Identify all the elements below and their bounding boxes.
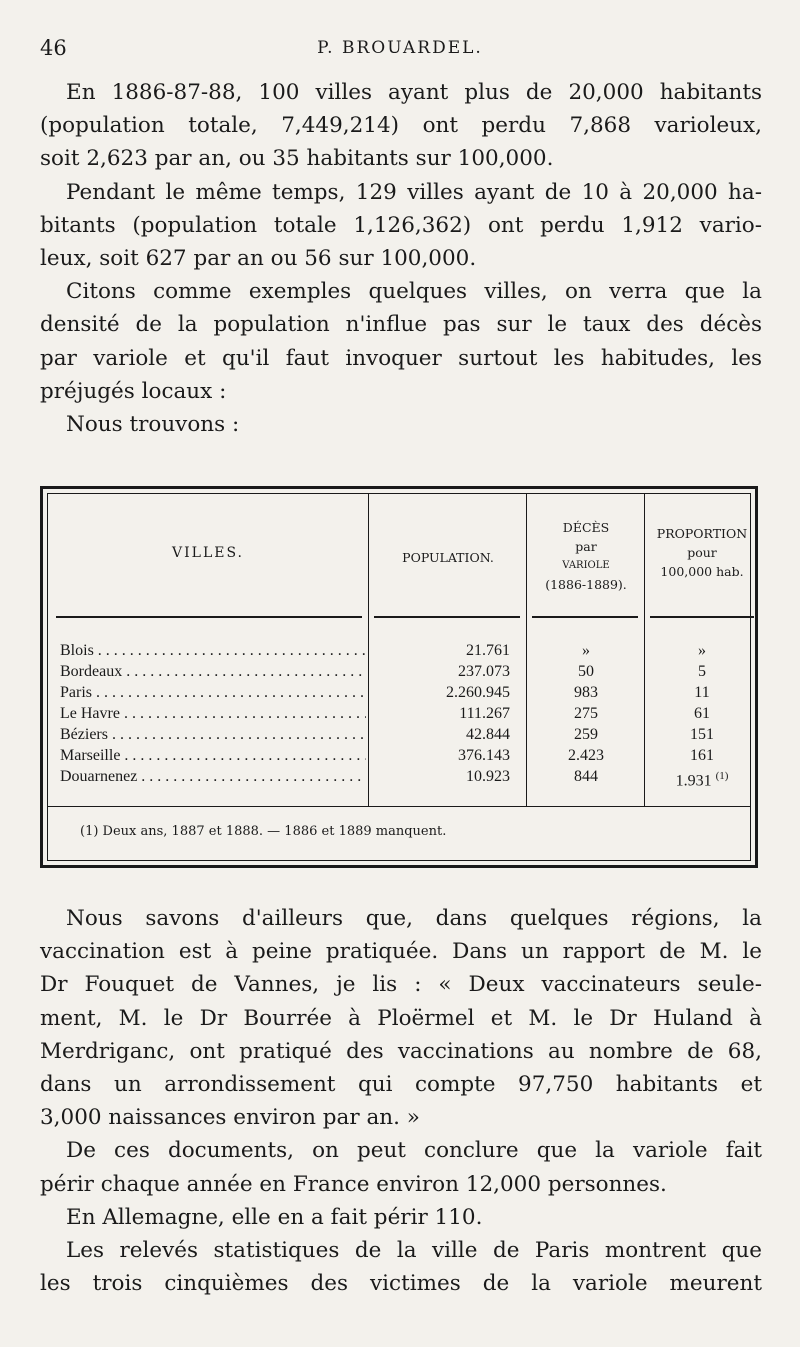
table-row: Le Havre . . . 111.267 275 61 [48,703,750,724]
column-header-deces: DÉCÈS par VARIOLE (1886-1889). [545,520,627,592]
paragraph-end: soit 2,623 par an, ou 35 habitants sur 100,000. [40,146,554,172]
paragraph-end: préjugés locaux : [40,378,227,404]
table-footnote: (1) Deux ans, 1887 et 1888. — 1886 et 1889 manquent. [80,824,447,839]
table-inner-border [47,493,751,861]
paragraph: De ces documents, on peut conclure que la variole fait [66,1138,762,1164]
page-number: 46 [40,36,67,60]
paragraph: Pendant le même temps, 129 villes ayant de 10 à 20,000 ha- bitants (population totale 1,126,362) ont perdu 1,912 vario- [40,179,762,238]
paragraph: En Allemagne, elle en a fait périr 110. [66,1204,483,1230]
column-header-population: POPULATION. [402,550,494,565]
paragraph-end: leux, soit 627 par an ou 56 sur 100,000. [40,246,477,272]
column-header-villes: VILLES. [172,545,244,561]
header-rule [56,616,362,618]
table-row: Douarnenez . . . 10.923 844 1.931 $^{(1)}$ [48,766,750,787]
bottom-text-block [40,902,762,1300]
footnote-marker: (1) [715,770,729,782]
table-row: Marseille . . . 376.143 2.423 161 [48,745,750,766]
table-row: Paris . . . 2.260.945 983 11 [48,682,750,703]
column-header-proportion: PROPORTION pour 100,000 hab. [656,526,748,579]
table-row: Béziers . . . 42.844 259 151 [48,724,750,745]
table-bottom-rule [48,806,750,807]
table-row: Blois . . . 21.761 » » [48,640,750,661]
paragraph: Les relevés statistiques de la ville de Paris montrent que les trois cinquièmes des victimes de la variole meurent [40,1238,762,1297]
statistics-table [40,486,758,868]
header-rule [374,616,520,618]
top-text-block [40,76,762,441]
paragraph: Nous trouvons : [66,412,240,438]
header-rule [532,616,638,618]
table-body [48,640,750,790]
paragraph-end: périr chaque année en France environ 12,000 personnes. [40,1171,667,1197]
paragraph: Nous savons d'ailleurs que, dans quelques régions, la vaccination est à peine pratiquée. Dans un rapport de M. le Dr Fouquet de Vannes, je lis : « Deux vaccinateurs seule- ment, M. le Dr Bourrée à Ploërmel et M. le Dr Huland à Merdriganc, ont pratiqué des vaccinations au nombre de 68, dans un arrondissement qui compte 97,750 habitants et [40,906,762,1098]
page-header [40,36,760,66]
paragraph: Citons comme exemples quelques villes, on verra que la densité de la population n'influe pas sur le taux des décès par variole et qu'il faut invoquer surtout les habitudes, les [40,279,762,371]
running-head: P. BROUARDEL. [317,38,483,58]
paragraph-end: 3,000 naissances environ par an. » [40,1105,420,1131]
table-row: Bordeaux . . . 237.073 50 5 [48,661,750,682]
header-rule [650,616,754,618]
paragraph: En 1886-87-88, 100 villes ayant plus de 20,000 habitants (population totale, 7,449,214) ont perdu 7,868 varioleux, [40,80,762,139]
